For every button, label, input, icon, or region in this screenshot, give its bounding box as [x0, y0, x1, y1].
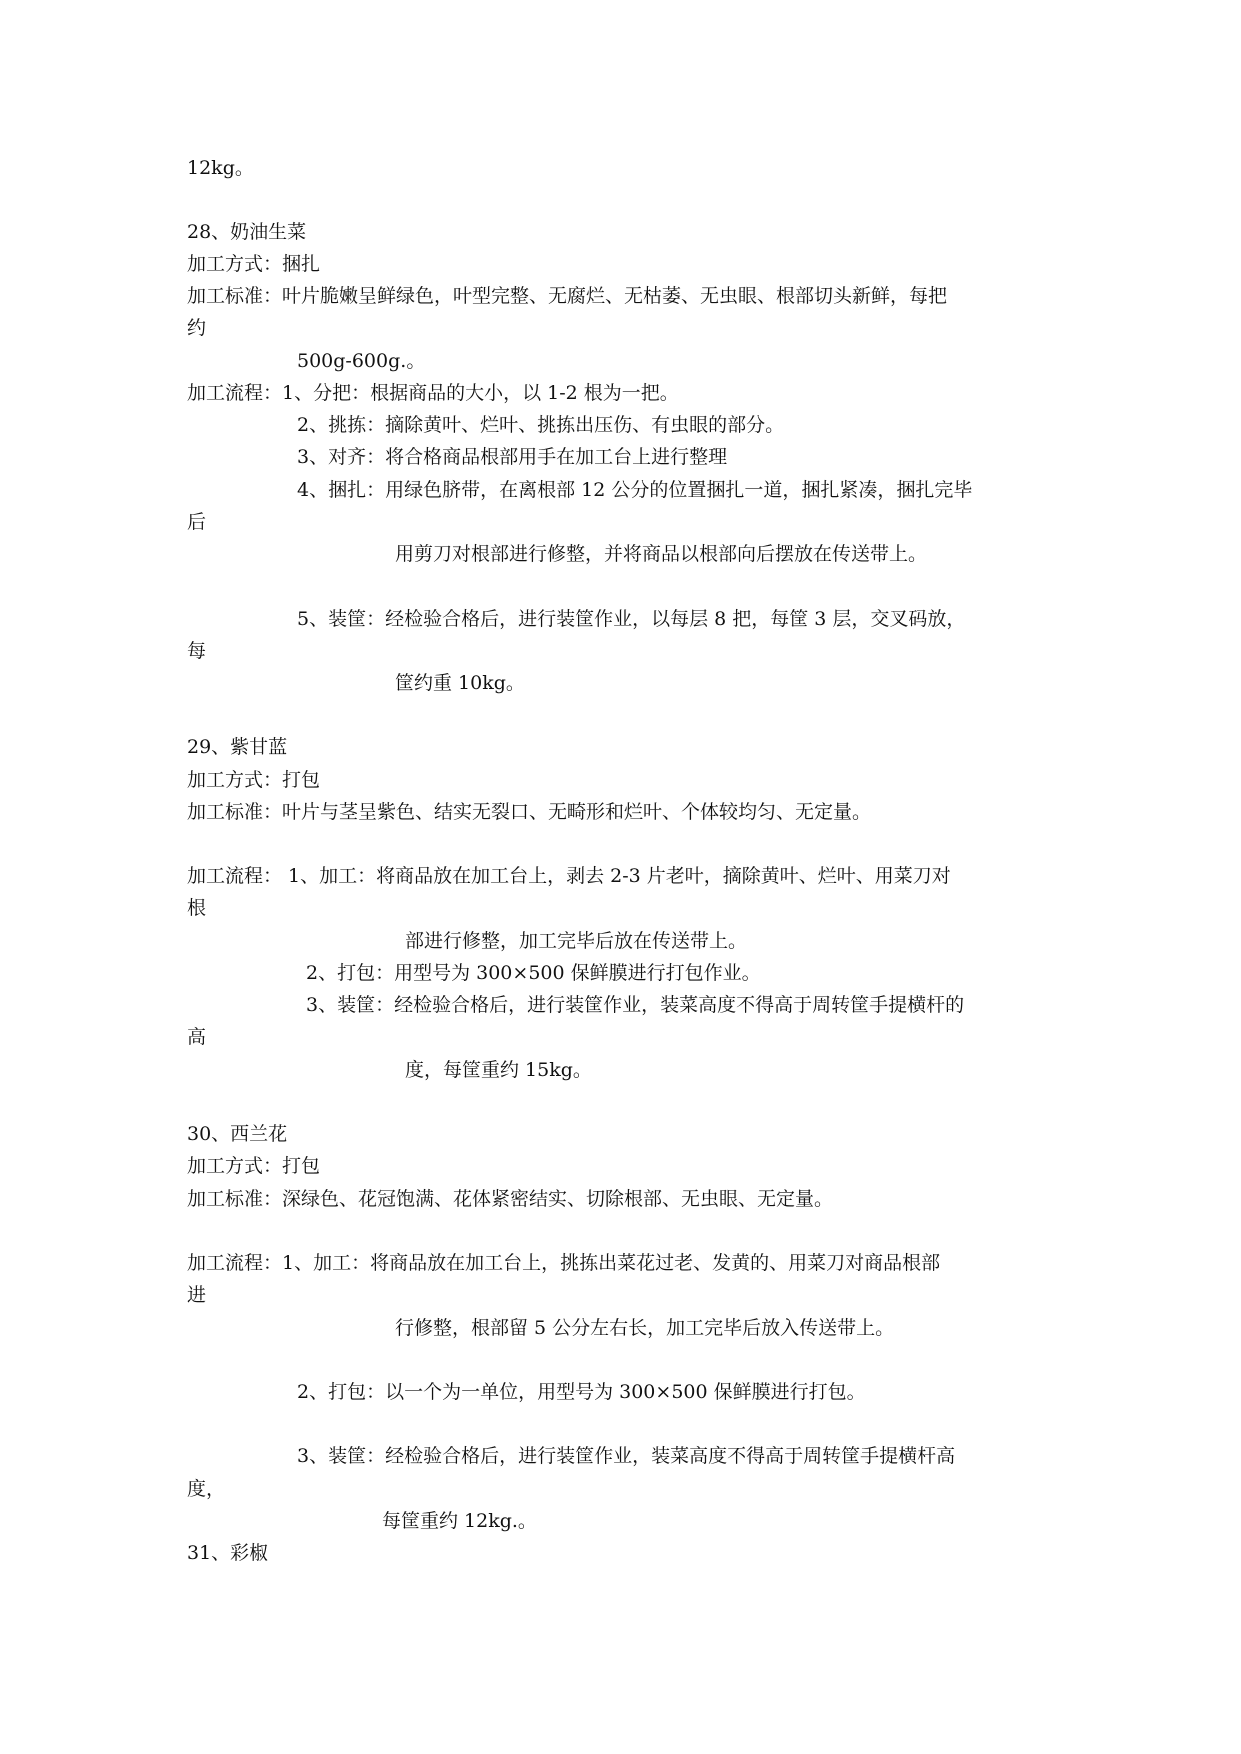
text-line: 3、装筐：经检验合格后，进行装筐作业，装菜高度不得高于周转筐手提横杆的	[306, 994, 965, 1016]
text-line: 加工标准：叶片脆嫩呈鲜绿色，叶型完整、无腐烂、无枯萎、无虫眼、根部切头新鲜，每把	[187, 285, 948, 307]
text-line: 加工方式：捆扎	[187, 253, 321, 275]
text-line: 每筐重约 12kg.。	[382, 1510, 537, 1532]
text-line: 加工流程：1、加工：将商品放在加工台上，挑拣出菜花过老、发黄的、用菜刀对商品根部	[187, 1252, 941, 1274]
text-line: 3、装筐：经检验合格后，进行装筐作业，装菜高度不得高于周转筐手提横杆高	[297, 1445, 956, 1467]
text-line: 用剪刀对根部进行修整，并将商品以根部向后摆放在传送带上。	[395, 543, 928, 565]
text-line: 每	[187, 640, 207, 662]
text-line: 筐约重 10kg。	[395, 672, 525, 694]
text-line: 加工流程：1、分把：根据商品的大小，以 1-2 根为一把。	[187, 382, 679, 404]
text-line: 500g-600g.。	[297, 350, 426, 372]
text-line: 加工方式：打包	[187, 769, 321, 791]
text-line: 度，每筐重约 15kg。	[405, 1059, 592, 1081]
text-line: 行修整，根部留 5 公分左右长，加工完毕后放入传送带上。	[395, 1317, 895, 1339]
section-heading: 30、西兰花	[187, 1123, 288, 1145]
text-line: 部进行修整，加工完毕后放在传送带上。	[405, 930, 748, 952]
text-line: 4、捆扎：用绿色脐带，在离根部 12 公分的位置捆扎一道，捆扎紧凑，捆扎完毕	[297, 479, 973, 501]
text-line: 加工标准：深绿色、花冠饱满、花体紧密结实、切除根部、无虫眼、无定量。	[187, 1188, 834, 1210]
text-line: 3、对齐：将合格商品根部用手在加工台上进行整理	[297, 446, 728, 468]
text-line: 后	[187, 511, 207, 533]
section-heading: 31、彩椒	[187, 1542, 269, 1564]
text-line: 2、打包：以一个为一单位，用型号为 300×500 保鲜膜进行打包。	[297, 1381, 866, 1403]
text-line: 加工标准：叶片与茎呈紫色、结实无裂口、无畸形和烂叶、个体较均匀、无定量。	[187, 801, 872, 823]
text-line: 约	[187, 317, 207, 339]
text-line: 5、装筐：经检验合格后，进行装筐作业，以每层 8 把，每筐 3 层，交叉码放，	[297, 608, 966, 630]
text-line: 根	[187, 897, 207, 919]
text-line: 加工流程： 1、加工：将商品放在加工台上，剥去 2-3 片老叶，摘除黄叶、烂叶、用菜刀对	[187, 865, 951, 887]
text-line: 高	[187, 1026, 207, 1048]
section-heading: 29、紫甘蓝	[187, 736, 288, 758]
section-heading: 28、奶油生菜	[187, 221, 307, 243]
text-line: 2、挑拣：摘除黄叶、烂叶、挑拣出压伤、有虫眼的部分。	[297, 414, 785, 436]
text-line: 2、打包：用型号为 300×500 保鲜膜进行打包作业。	[306, 962, 761, 984]
text-line: 加工方式：打包	[187, 1155, 321, 1177]
text-line: 进	[187, 1284, 207, 1306]
text-line: 度，	[187, 1478, 226, 1500]
text-line: 12kg。	[187, 157, 254, 179]
